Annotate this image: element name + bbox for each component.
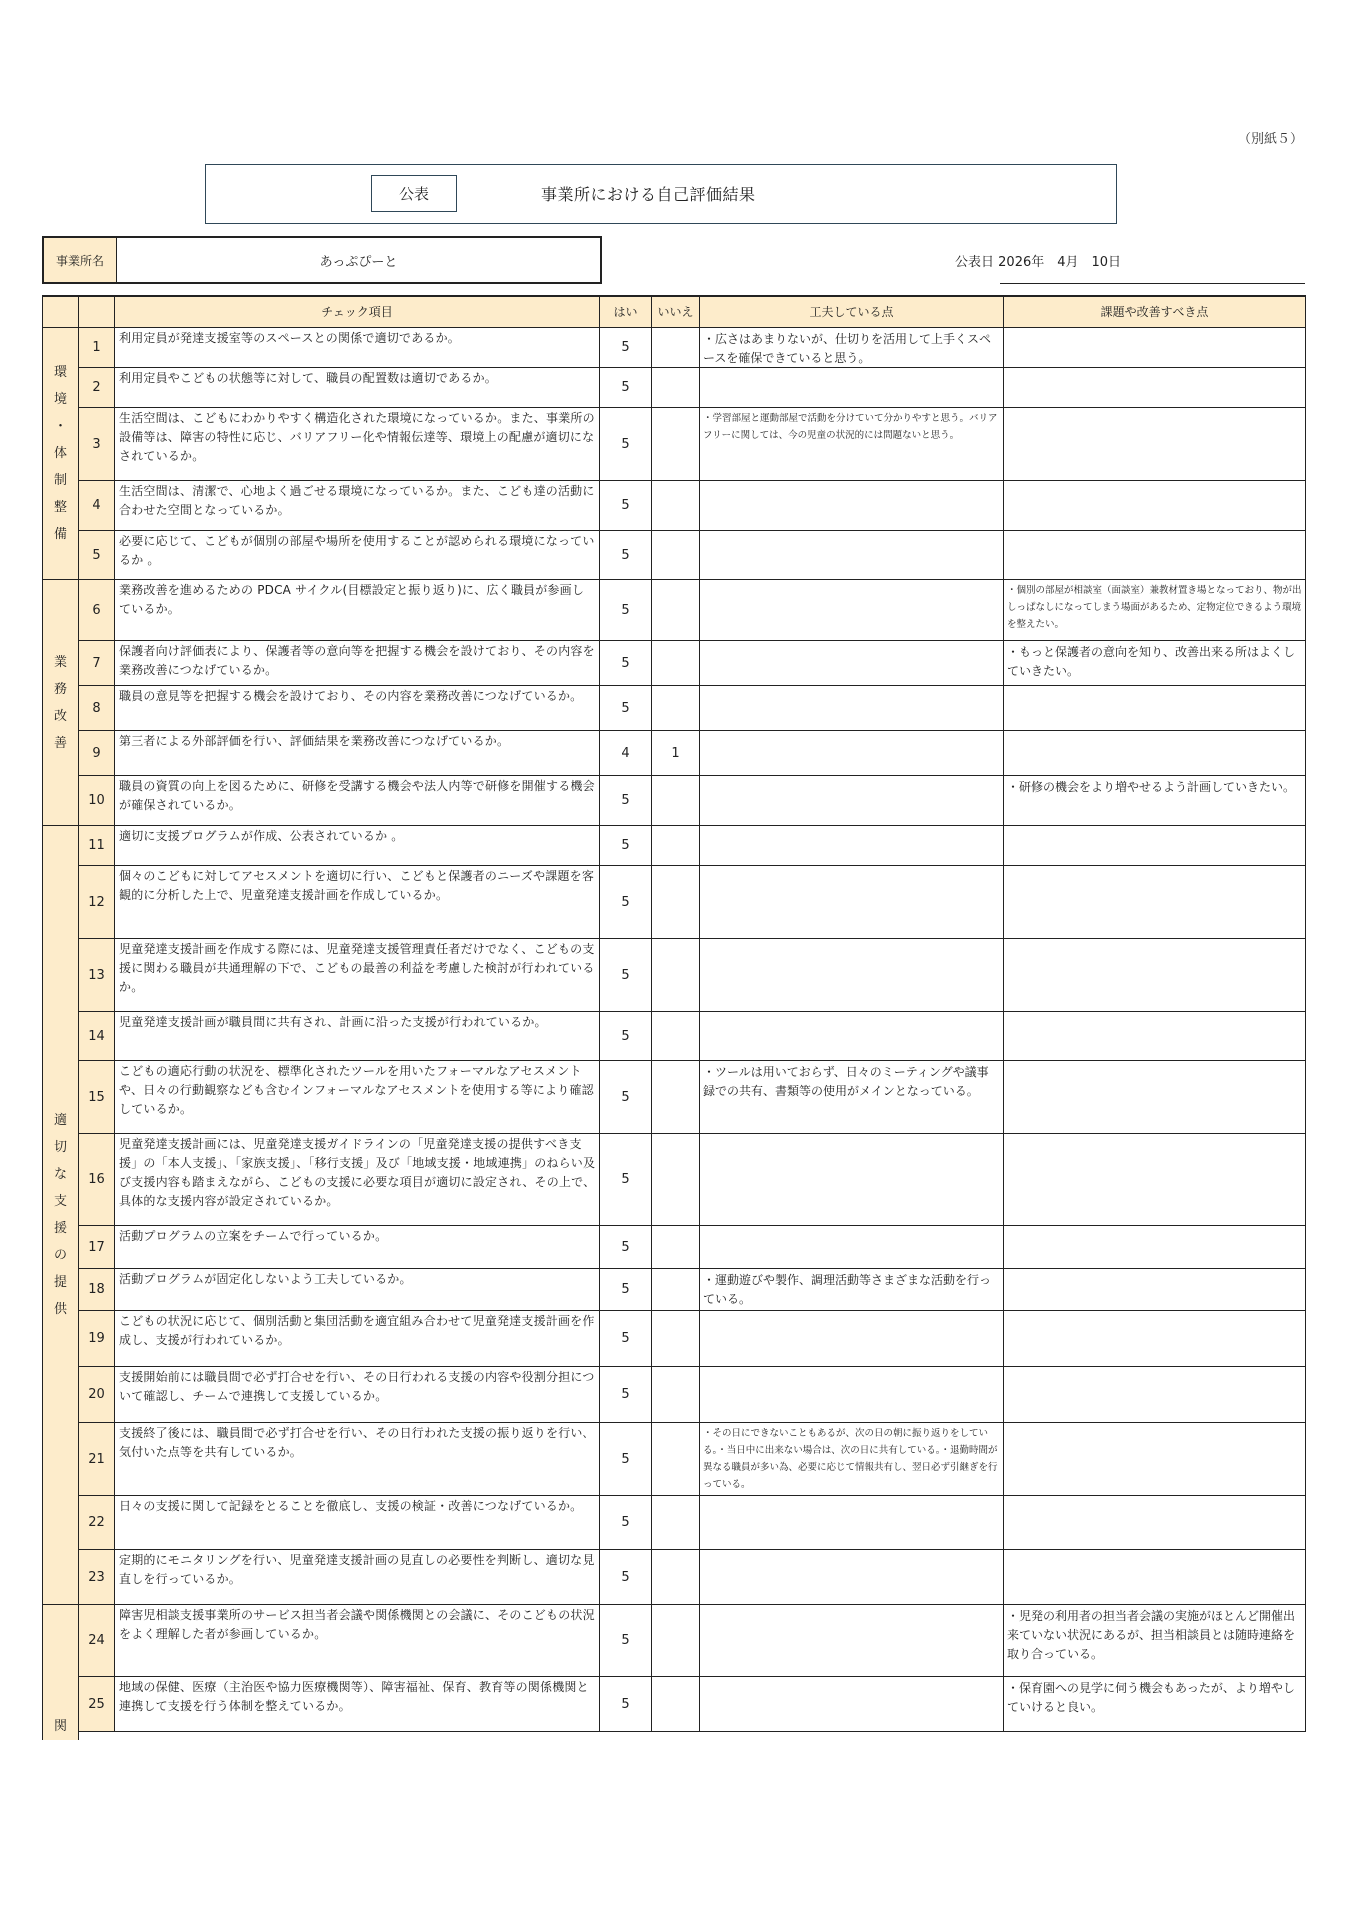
yes-count: 5 [600,531,652,580]
good-points-text [700,1012,1004,1061]
row-number: 17 [79,1226,115,1269]
annex-label: （別紙５） [1238,132,1304,147]
category-char: 支 [53,1194,67,1209]
no-count [652,1134,700,1226]
check-item-text: 支援開始前には職員間で必ず打合せを行い、その日行われる支援の内容や役割分担について確認し、チームで連携して支援しているか。 [115,1367,600,1423]
good-points-text [700,1496,1004,1550]
good-points-text [700,1311,1004,1367]
check-item-text: 児童発達支援計画が職員間に共有され、計画に沿った支援が行われているか。 [115,1012,600,1061]
issues-text [1004,531,1306,580]
yes-count: 5 [600,866,652,939]
issues-text: ・保育園への見学に伺う機会もあったが、より増やしていけると良い。 [1004,1677,1306,1732]
category-char: 改 [53,708,67,724]
yes-count: 5 [600,826,652,866]
issues-text [1004,1134,1306,1226]
row-number: 8 [79,686,115,731]
row-number: 5 [79,531,115,580]
yes-count: 5 [600,328,652,368]
good-points-text: ・学習部屋と運動部屋で活動を分けていて分かりやすと思う。バリアフリーに関しては、今の児童の状況的には問題ないと思う。 [700,408,1004,481]
row-number: 14 [79,1012,115,1061]
issues-text: ・児発の利用者の担当者会議の実施がほとんど開催出来ていない状況にあるが、担当相談員とは随時連絡を取り合っている。 [1004,1605,1306,1677]
yes-count: 5 [600,1012,652,1061]
good-points-text [700,531,1004,580]
office-name-label: 事業所名 [44,238,117,282]
category-char: 善 [53,735,67,751]
no-count [652,1311,700,1367]
issues-text [1004,686,1306,731]
check-item-text: 保護者向け評価表により、保護者等の意向等を把握する機会を設けており、その内容を業務改善につなげているか。 [115,641,600,686]
no-count [652,1226,700,1269]
row-number: 11 [79,826,115,866]
issues-text [1004,1269,1306,1311]
category-cell [42,580,79,826]
category-char: 提 [53,1275,67,1290]
good-points-text [700,866,1004,939]
check-item-text: 利用定員やこどもの状態等に対して、職員の配置数は適切であるか。 [115,368,600,408]
row-number: 21 [79,1423,115,1496]
check-item-text: 活動プログラムの立案をチームで行っているか。 [115,1226,600,1269]
no-count [652,1496,700,1550]
issues-text: ・研修の機会をより増やせるよう計画していきたい。 [1004,776,1306,826]
no-count [652,641,700,686]
no-count [652,1550,700,1605]
category-char: 切 [53,1140,67,1155]
check-item-text: 定期的にモニタリングを行い、児童発達支援計画の見直しの必要性を判断し、適切な見直しを行っているか。 [115,1550,600,1605]
category-char: 適 [53,1113,67,1128]
good-points-text [700,826,1004,866]
issues-text [1004,1012,1306,1061]
check-item-text: 活動プログラムが固定化しないよう工夫しているか。 [115,1269,600,1311]
check-item-text: 必要に応じて、こどもが個別の部屋や場所を使用することが認められる環境になっているか 。 [115,531,600,580]
office-name-value: あっぷぴーと [319,254,398,270]
category-char: ・ [53,419,67,434]
category-char: 務 [53,681,67,697]
no-count [652,1423,700,1496]
category-char: 供 [53,1302,67,1317]
row-number: 7 [79,641,115,686]
no-count [652,328,700,368]
header-number [79,295,115,328]
good-points-text [700,939,1004,1012]
yes-count: 5 [600,368,652,408]
no-count [652,1605,700,1677]
date-underline [1000,283,1305,284]
row-number: 9 [79,731,115,776]
good-points-text [700,1226,1004,1269]
row-number: 3 [79,408,115,481]
publish-date [955,251,1121,270]
no-count [652,776,700,826]
header-check-item: チェック項目 [115,295,600,328]
issues-text [1004,368,1306,408]
check-item-text: 第三者による外部評価を行い、評価結果を業務改善につなげているか。 [115,731,600,776]
public-badge: 公表 [371,175,457,212]
check-item-text: 生活空間は、清潔で、心地よく過ごせる環境になっているか。また、こども達の活動に合わせた空間となっているか。 [115,481,600,531]
row-number: 6 [79,580,115,641]
issues-text [1004,939,1306,1012]
issues-text [1004,1226,1306,1269]
check-item-text: こどもの適応行動の状況を、標準化されたツールを用いたフォーマルなアセスメントや、日々の行動観察なども含むインフォーマルなアセスメントを使用する等により確認しているか。 [115,1061,600,1134]
no-count [652,939,700,1012]
category-char: 整 [53,500,67,515]
header-issues: 課題や改善すべき点 [1004,295,1306,328]
no-count [652,408,700,481]
good-points-text [700,1550,1004,1605]
row-number: 20 [79,1367,115,1423]
check-item-text: 職員の意見等を把握する機会を設けており、その内容を業務改善につなげているか。 [115,686,600,731]
good-points-text [700,1605,1004,1677]
header-no: いいえ [652,295,700,328]
category-cell [42,1605,79,1740]
check-item-text: 職員の資質の向上を図るために、研修を受講する機会や法人内等で研修を開催する機会が確保されているか。 [115,776,600,826]
good-points-text: ・その日にできないこともあるが、次の日の朝に振り返りをしている。・当日中に出来ない場合は、次の日に共有している。・退勤時間が異なる職員が多い為、必要に応じて情報共有し、翌日必ず引継ぎを行っている。 [700,1423,1004,1496]
good-points-text [700,1134,1004,1226]
publish-date-value: 2026年 4月 10日 [998,255,1122,270]
yes-count: 5 [600,939,652,1012]
row-number: 1 [79,328,115,368]
check-item-text: 適切に支援プログラムが作成、公表されているか 。 [115,826,600,866]
good-points-text [700,731,1004,776]
no-count [652,580,700,641]
row-number: 10 [79,776,115,826]
no-count [652,1269,700,1311]
yes-count: 5 [600,641,652,686]
yes-count: 5 [600,1269,652,1311]
check-item-text: 生活空間は、こどもにわかりやすく構造化された環境になっているか。また、事業所の設備等は、障害の特性に応じ、バリアフリー化や情報伝達等、環境上の配慮が適切になされているか。 [115,408,600,481]
good-points-text: ・運動遊びや製作、調理活動等さまざまな活動を行っている。 [700,1269,1004,1311]
row-number: 24 [79,1605,115,1677]
row-number: 18 [79,1269,115,1311]
no-count [652,686,700,731]
row-number: 16 [79,1134,115,1226]
category-char: の [53,1248,67,1263]
issues-text [1004,1311,1306,1367]
good-points-text [700,776,1004,826]
good-points-text [700,368,1004,408]
office-name-box [42,236,602,284]
yes-count: 5 [600,408,652,481]
no-count [652,826,700,866]
category-char: 備 [53,527,67,542]
check-item-text: 地域の保健、医療（主治医や協力医療機関等）、障害福祉、保育、教育等の関係機関と連携して支援を行う体制を整えているか。 [115,1677,600,1732]
row-number: 25 [79,1677,115,1732]
yes-count: 5 [600,686,652,731]
issues-text [1004,1423,1306,1496]
good-points-text [700,686,1004,731]
category-char: 環 [53,365,67,380]
row-number: 23 [79,1550,115,1605]
yes-count: 5 [600,1311,652,1367]
issues-text [1004,826,1306,866]
yes-count: 5 [600,481,652,531]
no-count: 1 [652,731,700,776]
no-count [652,481,700,531]
yes-count: 5 [600,1367,652,1423]
issues-text [1004,866,1306,939]
good-points-text [700,1677,1004,1732]
check-item-text: 業務改善を進めるための PDCA サイクル(目標設定と振り返り)に、広く職員が参画しているか。 [115,580,600,641]
check-item-text: 児童発達支援計画には、児童発達支援ガイドラインの「児童発達支援の提供すべき支援」の「本人支援」、「家族支援」、「移行支援」及び「地域支援・地域連携」のねらい及び支援内容も踏まえながら、こどもの支援に必要な項目が適切に設定され、その上で、具体的な支援内容が設定されているか。 [115,1134,600,1226]
category-char: 関 [53,1719,67,1734]
row-number: 13 [79,939,115,1012]
no-count [652,1677,700,1732]
good-points-text [700,481,1004,531]
issues-text: ・個別の部屋が相談室（面談室）兼教材置き場となっており、物が出しっぱなしになってしまう場面があるため、定物定位できるよう環境を整えたい。 [1004,580,1306,641]
category-char: 境 [53,392,67,407]
check-item-text: 利用定員が発達支援室等のスペースとの関係で適切であるか。 [115,328,600,368]
issues-text [1004,328,1306,368]
category-char: 援 [53,1221,67,1236]
no-count [652,1061,700,1134]
header-yes: はい [600,295,652,328]
issues-text [1004,1061,1306,1134]
category-cell [42,826,79,1605]
page-title: 事業所における自己評価結果 [541,185,756,204]
category-char: 業 [53,654,67,670]
check-item-text: 日々の支援に関して記録をとることを徹底し、支援の検証・改善につなげているか。 [115,1496,600,1550]
category-char: 制 [53,473,67,488]
yes-count: 5 [600,580,652,641]
yes-count: 5 [600,1550,652,1605]
no-count [652,531,700,580]
yes-count: 5 [600,776,652,826]
publish-date-label: 公表日 [955,255,995,270]
good-points-text [700,641,1004,686]
no-count [652,1012,700,1061]
row-number: 15 [79,1061,115,1134]
check-item-text: 支援終了後には、職員間で必ず打合せを行い、その日行われた支援の振り返りを行い､気付いた点等を共有しているか。 [115,1423,600,1496]
no-count [652,1367,700,1423]
yes-count: 5 [600,1605,652,1677]
issues-text [1004,1550,1306,1605]
issues-text [1004,731,1306,776]
row-number: 19 [79,1311,115,1367]
title-box [205,164,1117,224]
check-item-text: 個々のこどもに対してアセスメントを適切に行い、こどもと保護者のニーズや課題を客観的に分析した上で、児童発達支援計画を作成しているか。 [115,866,600,939]
no-count [652,866,700,939]
yes-count: 5 [600,1226,652,1269]
no-count [652,368,700,408]
check-item-text: 児童発達支援計画を作成する際には、児童発達支援管理責任者だけでなく、こどもの支援に関わる職員が共通理解の下で、こどもの最善の利益を考慮した検討が行われているか。 [115,939,600,1012]
row-number: 2 [79,368,115,408]
issues-text: ・もっと保護者の意向を知り、改善出来る所はよくしていきたい。 [1004,641,1306,686]
yes-count: 5 [600,1677,652,1732]
issues-text [1004,408,1306,481]
check-item-text: こどもの状況に応じて、個別活動と集団活動を適宜組み合わせて児童発達支援計画を作成し、支援が行われているか。 [115,1311,600,1367]
category-char: 体 [53,446,67,461]
issues-text [1004,1496,1306,1550]
check-item-text: 障害児相談支援事業所のサービス担当者会議や関係機関との会議に、そのこどもの状況をよく理解した者が参画しているか。 [115,1605,600,1677]
category-char: な [53,1167,67,1182]
yes-count: 5 [600,1496,652,1550]
good-points-text [700,580,1004,641]
good-points-text: ・広さはあまりないが、仕切りを活用して上手くスペースを確保できていると思う。 [700,328,1004,368]
category-cell [42,328,79,580]
good-points-text [700,1367,1004,1423]
yes-count: 5 [600,1423,652,1496]
issues-text [1004,1367,1306,1423]
yes-count: 5 [600,1061,652,1134]
issues-text [1004,481,1306,531]
yes-count: 5 [600,1134,652,1226]
row-number: 4 [79,481,115,531]
row-number: 12 [79,866,115,939]
yes-count: 4 [600,731,652,776]
good-points-text: ・ツールは用いておらず、日々のミーティングや議事録での共有、書類等の使用がメインとなっている。 [700,1061,1004,1134]
header-good-points: 工夫している点 [700,295,1004,328]
header-category [42,295,79,328]
row-number: 22 [79,1496,115,1550]
